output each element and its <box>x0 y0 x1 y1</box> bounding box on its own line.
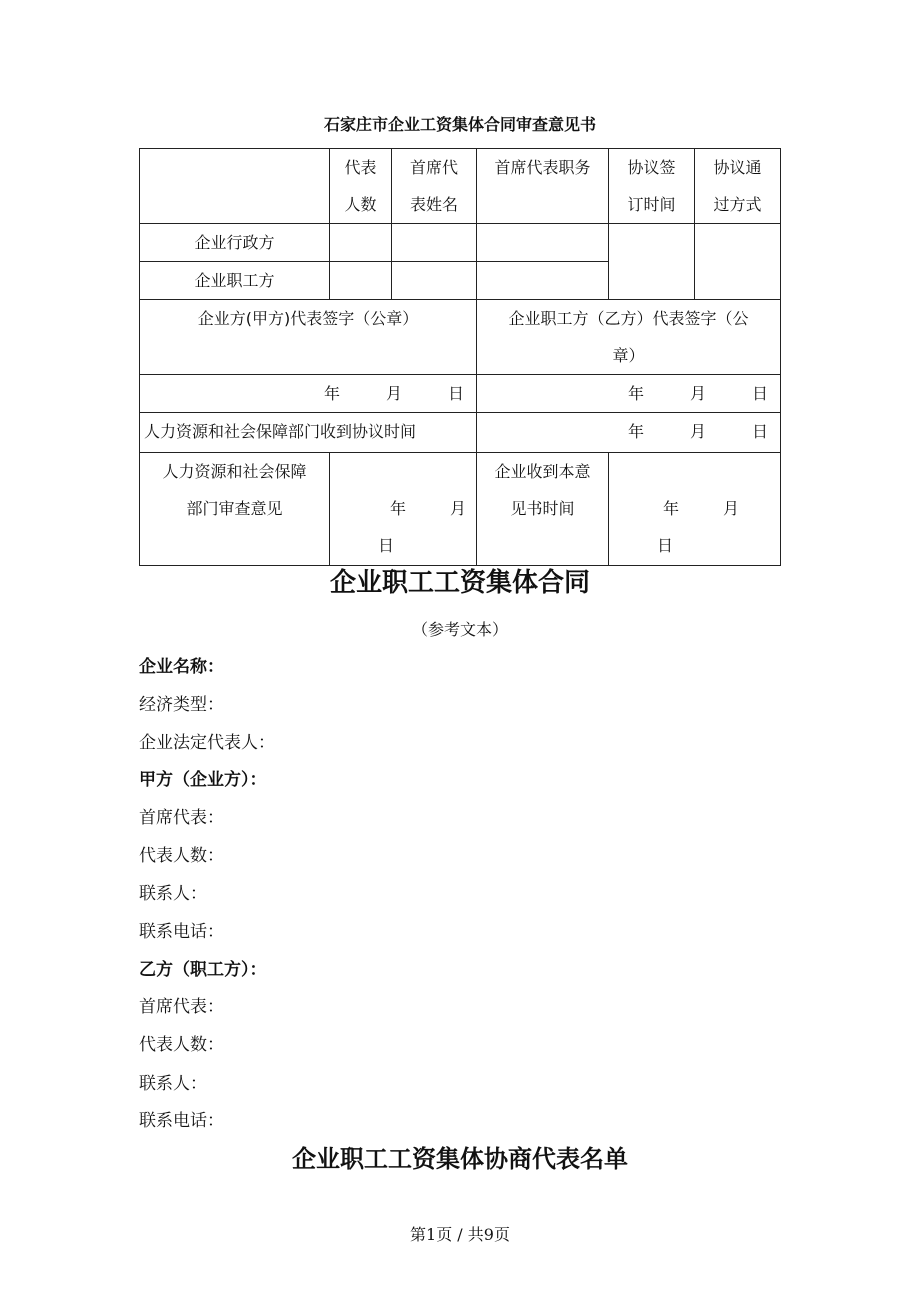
party-b-date <box>481 375 776 412</box>
header-chief-name-line1: 首席代 <box>409 158 458 177</box>
contract-title: 企业职工工资集体合同 <box>329 568 590 598</box>
header-row <box>140 149 781 224</box>
header-pass-method-line2: 过方式 <box>713 195 762 214</box>
contract-field-label: 联系电话： <box>139 922 224 942</box>
hr-opinion-date-ym <box>334 490 472 527</box>
pass-method-cell[interactable] <box>695 224 781 300</box>
sign-time-cell[interactable] <box>609 224 695 300</box>
date-day: 日 <box>751 384 768 403</box>
signature-date-row <box>140 375 781 413</box>
date-month: 月 <box>385 384 402 403</box>
staff-chief-title-cell[interactable] <box>477 262 609 300</box>
contract-field-label: 经济类型： <box>139 695 224 715</box>
roster-title: 企业职工工资集体协商代表名单 <box>292 1145 628 1173</box>
contract-field-label: 代表人数： <box>139 846 224 866</box>
admin-side-label: 企业行政方 <box>140 224 330 262</box>
header-chief-name-line2: 表姓名 <box>409 195 458 214</box>
signature-row <box>140 300 781 375</box>
header-pass-method <box>695 149 781 224</box>
review-form-table <box>139 148 781 566</box>
contract-field-label: 联系人： <box>139 1074 207 1094</box>
contract-field-label: 企业法定代表人： <box>139 733 275 753</box>
date-month: 月 <box>689 422 706 441</box>
date-month: 月 <box>449 499 466 518</box>
blank-header-cell <box>140 149 330 224</box>
hr-opinion-label <box>140 453 330 566</box>
contract-field-label: 首席代表： <box>139 997 224 1017</box>
date-month: 月 <box>689 384 706 403</box>
contract-field-label: 联系人： <box>139 884 207 904</box>
staff-chief-name-cell[interactable] <box>392 262 477 300</box>
date-day: 日 <box>751 422 768 441</box>
header-sign-time-line2: 订时间 <box>627 195 676 214</box>
party-b-signature-cell[interactable] <box>477 300 781 375</box>
hr-receive-date <box>481 413 776 450</box>
header-rep-count-line1: 代表 <box>344 158 377 177</box>
admin-chief-title-cell[interactable] <box>477 224 609 262</box>
hr-receive-row <box>140 413 781 453</box>
header-rep-count <box>330 149 392 224</box>
admin-chief-name-cell[interactable] <box>392 224 477 262</box>
staff-rep-count-cell[interactable] <box>330 262 392 300</box>
company-receive-date-ym <box>613 490 776 527</box>
contract-field-label: 企业名称： <box>139 657 224 677</box>
date-month: 月 <box>723 499 740 518</box>
staff-side-label: 企业职工方 <box>140 262 330 300</box>
date-day: 日 <box>447 384 464 403</box>
contract-field-label: 乙方（职工方）： <box>139 960 267 980</box>
hr-opinion-row <box>140 453 781 566</box>
party-b-signature-line1: 企业职工方（乙方）代表签字（公 <box>508 309 749 328</box>
contract-subtitle: （参考文本） <box>411 620 508 639</box>
header-rep-count-line2: 人数 <box>344 195 377 214</box>
company-receive-date-cell[interactable] <box>609 453 781 566</box>
admin-rep-count-cell[interactable] <box>330 224 392 262</box>
date-year: 年 <box>389 499 406 518</box>
header-chief-name <box>392 149 477 224</box>
contract-field-label: 甲方（企业方）： <box>139 770 267 790</box>
date-year: 年 <box>663 499 680 518</box>
header-sign-time-line1: 协议签 <box>627 158 676 177</box>
page-footer: 第1页 / 共9页 <box>410 1225 510 1244</box>
contract-field-label: 首席代表： <box>139 808 224 828</box>
company-receive-line2: 见书时间 <box>510 499 575 518</box>
contract-field-label: 联系电话： <box>139 1111 224 1131</box>
header-pass-method-line1: 协议通 <box>713 158 762 177</box>
date-day: 日 <box>378 536 395 555</box>
party-b-date-cell[interactable] <box>477 375 781 413</box>
hr-opinion-line1: 人力资源和社会保障 <box>162 462 307 481</box>
contract-field-label: 代表人数： <box>139 1035 224 1055</box>
header-sign-time <box>609 149 695 224</box>
company-receive-line1: 企业收到本意 <box>494 462 591 481</box>
date-year: 年 <box>627 422 644 441</box>
party-a-date <box>144 375 472 412</box>
date-year: 年 <box>323 384 340 403</box>
hr-receive-date-cell[interactable] <box>477 413 781 453</box>
date-day: 日 <box>657 536 674 555</box>
hr-opinion-line2: 部门审查意见 <box>186 499 283 518</box>
review-form-title: 石家庄市企业工资集体合同审查意见书 <box>323 115 596 134</box>
party-a-date-cell[interactable] <box>140 375 477 413</box>
party-b-signature-line2: 章） <box>612 346 645 365</box>
company-receive-label <box>477 453 609 566</box>
date-year: 年 <box>627 384 644 403</box>
header-chief-title: 首席代表职务 <box>477 149 609 224</box>
hr-opinion-date-cell[interactable] <box>330 453 477 566</box>
admin-side-row <box>140 224 781 262</box>
party-a-signature-cell[interactable]: 企业方(甲方)代表签字（公章） <box>140 300 477 375</box>
hr-receive-label: 人力资源和社会保障部门收到协议时间 <box>140 413 477 453</box>
